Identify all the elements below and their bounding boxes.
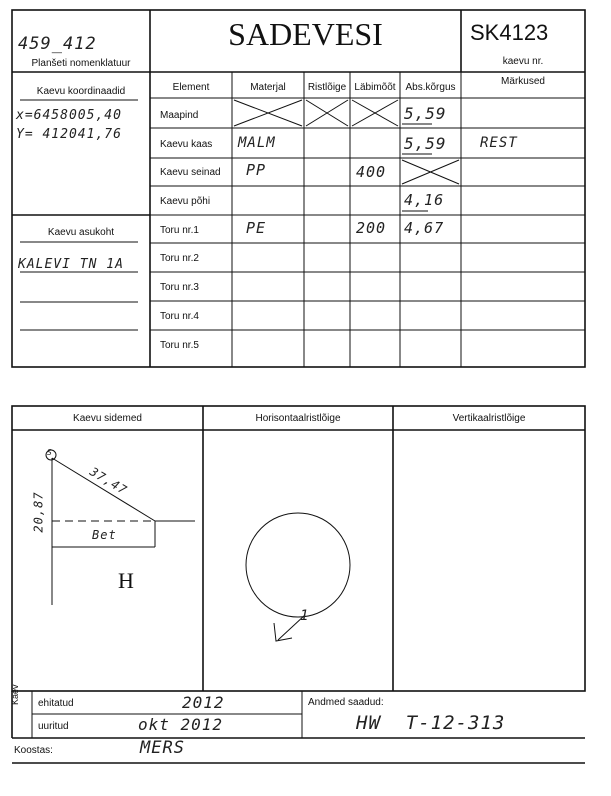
- coordinates-label: Kaevu koordinaadid: [36, 86, 126, 97]
- footer-side-label: Kaev: [10, 684, 20, 705]
- footer-surveyed-value: okt 2012: [138, 715, 224, 734]
- cell-maapind-abs: 5,59: [404, 104, 447, 123]
- col-header-abs-korgus: Abs.kõrgus: [405, 82, 456, 93]
- cell-kaas-markused: REST: [480, 135, 518, 151]
- footer-compiled-value: MERS: [140, 738, 185, 758]
- col-header-element: Element: [172, 82, 210, 93]
- cell-seinad-materjal: PP: [246, 161, 267, 179]
- footer-surveyed-label: uuritud: [38, 721, 69, 732]
- page-title: SADEVESI: [228, 16, 383, 52]
- row-label-toru-2: Toru nr.2: [160, 253, 199, 264]
- cell-toru1-abs: 4,67: [404, 219, 445, 237]
- col-header-ristloige: Ristlõige: [307, 82, 347, 93]
- col-header-markused: Märkused: [501, 76, 545, 87]
- row-label-kaevu-seinad: Kaevu seinad: [160, 167, 221, 178]
- cell-seinad-labimoot: 400: [356, 163, 387, 181]
- cell-kaas-materjal: MALM: [238, 135, 276, 151]
- location-value: KALEVI TN 1A: [18, 257, 124, 272]
- sketch-dim-vertical: 20,87: [31, 491, 46, 533]
- coordinate-x: x=6458005,40: [16, 108, 122, 123]
- cell-toru1-materjal: PE: [246, 219, 267, 237]
- sketch-h-label: H: [118, 568, 134, 593]
- footer-data-from-value: HW T-12-313: [356, 712, 506, 734]
- nomenclature-label: Planšeti nomenklatuur: [31, 58, 131, 69]
- sketch-title-vertikaal: Vertikaalristlõige: [452, 413, 526, 424]
- row-label-kaevu-pohi: Kaevu põhi: [160, 196, 211, 207]
- sketch-pipe-label: 1: [300, 608, 310, 624]
- sketch-bet-label: Bet: [92, 528, 117, 542]
- footer-compiled-label: Koostas:: [14, 745, 53, 756]
- row-label-toru-3: Toru nr.3: [160, 282, 199, 293]
- sketch-title-horisontaal: Horisontaalristlõige: [255, 413, 341, 424]
- row-label-toru-4: Toru nr.4: [160, 311, 199, 322]
- footer-data-from-label: Andmed saadud:: [308, 697, 384, 708]
- cell-kaas-abs: 5,59: [404, 134, 447, 153]
- row-label-kaevu-kaas: Kaevu kaas: [160, 139, 213, 150]
- well-number-text: SK4123: [470, 20, 549, 45]
- col-header-materjal: Materjal: [250, 82, 286, 93]
- row-label-toru-1: Toru nr.1: [160, 225, 199, 236]
- sketch-point-label: S: [47, 448, 53, 457]
- row-label-toru-5: Toru nr.5: [160, 340, 199, 351]
- cell-pohi-abs: 4,16: [404, 191, 445, 209]
- well-number-value: [470, 20, 582, 46]
- location-label: Kaevu asukoht: [47, 227, 115, 238]
- sketch-title-sidemed: Kaevu sidemed: [73, 413, 142, 424]
- nomenclature-value: 459_412: [18, 34, 97, 54]
- footer-built-value: 2012: [182, 693, 225, 712]
- cell-toru1-labimoot: 200: [356, 219, 387, 237]
- well-number-label: kaevu nr.: [502, 56, 544, 67]
- footer-built-label: ehitatud: [38, 698, 74, 709]
- sketch-dim-diagonal: 37,47: [87, 464, 130, 498]
- col-header-labimoot: Läbimõõt: [354, 82, 396, 93]
- coordinate-y: Y= 412041,76: [16, 127, 122, 142]
- row-label-maapind: Maapind: [160, 110, 199, 121]
